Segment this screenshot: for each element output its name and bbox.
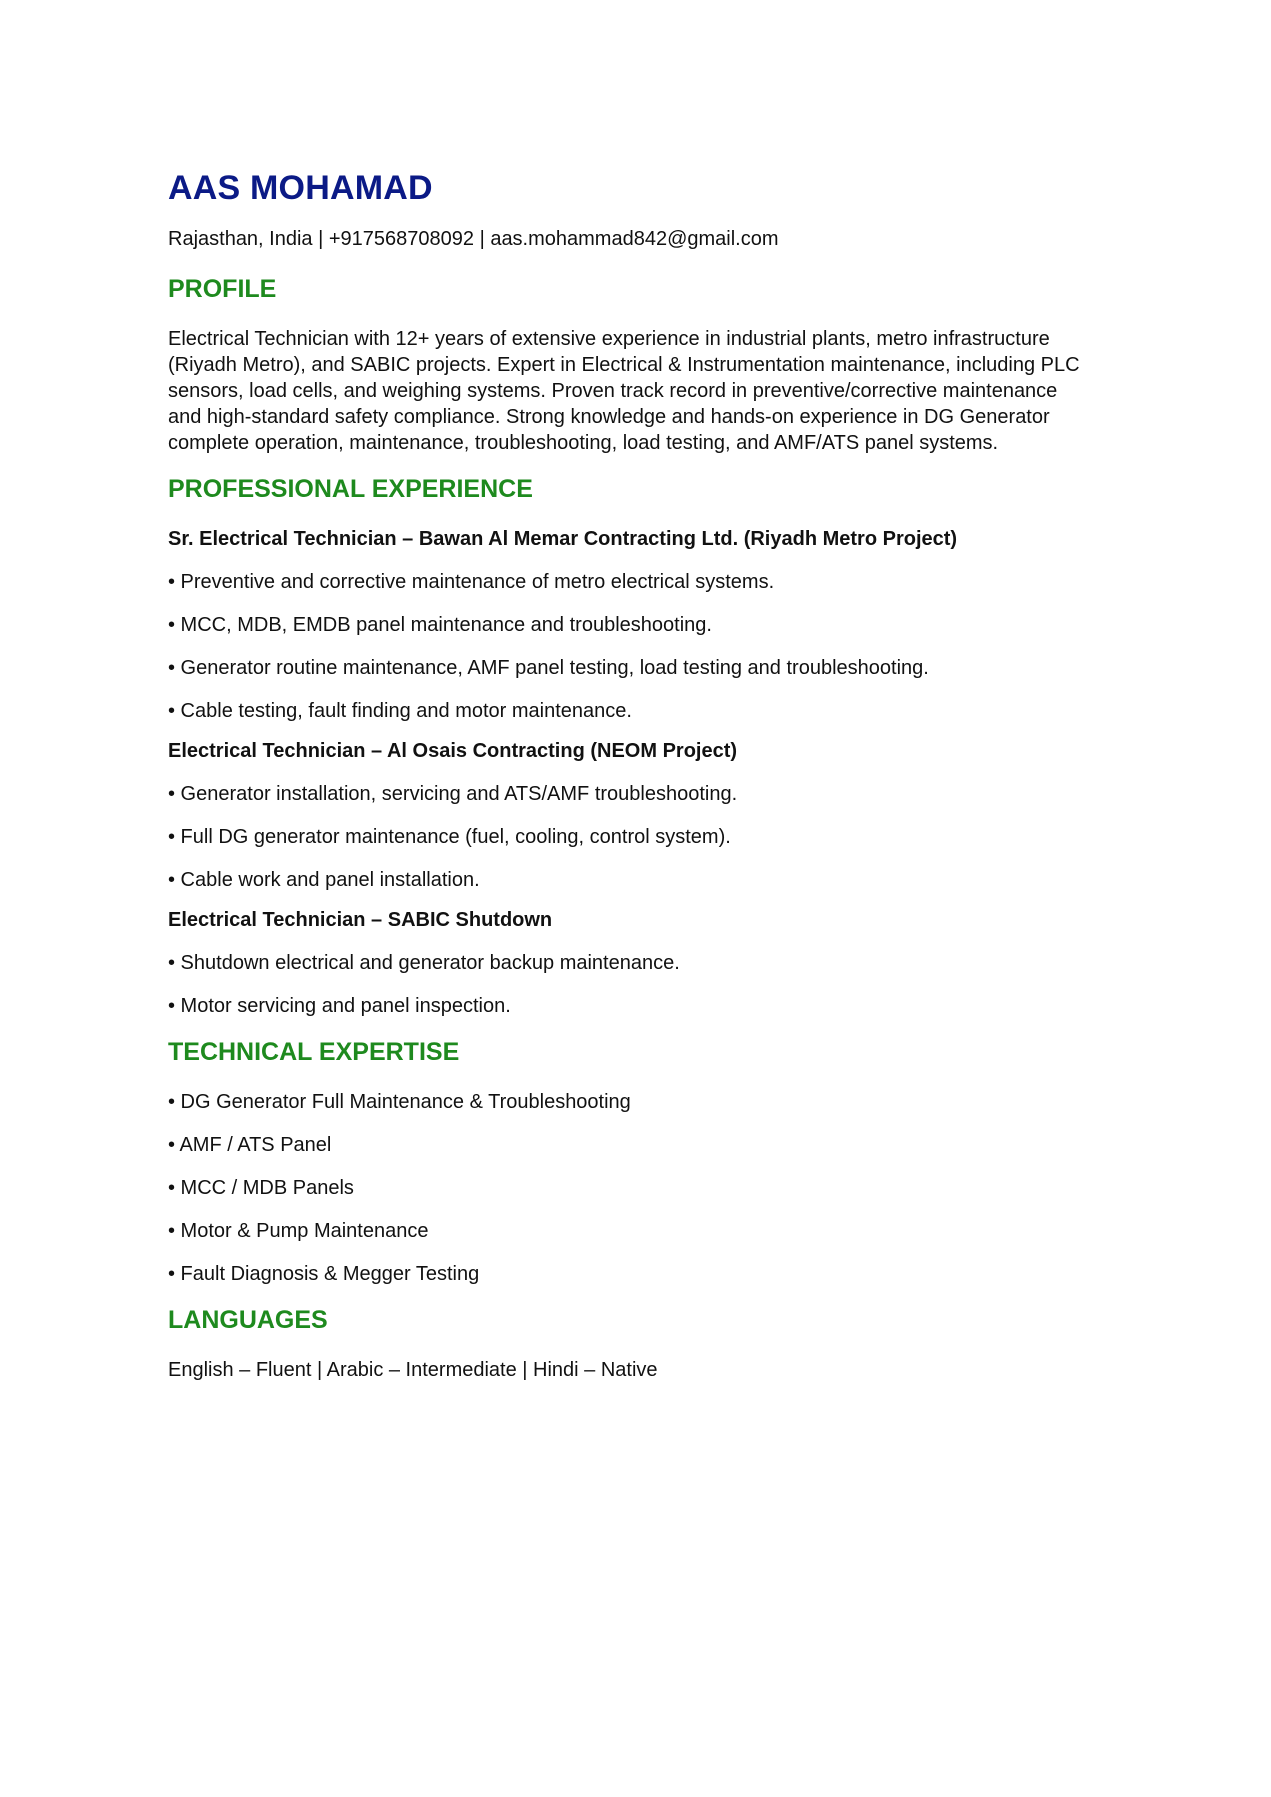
contact-line: Rajasthan, India | +917568708092 | aas.mohammad842@gmail.com (168, 228, 779, 250)
section-title-profile: PROFILE (168, 275, 277, 303)
expertise-item: • MCC / MDB Panels (168, 1177, 354, 1199)
section-title-technical-expertise: TECHNICAL EXPERTISE (168, 1038, 460, 1066)
languages-line: English – Fluent | Arabic – Intermediate | Hindi – Native (168, 1359, 658, 1381)
job-bullet: • Motor servicing and panel inspection. (168, 995, 511, 1017)
expertise-item: • Fault Diagnosis & Megger Testing (168, 1263, 480, 1285)
expertise-item: • DG Generator Full Maintenance & Troubleshooting (168, 1091, 631, 1113)
job-title: Electrical Technician – SABIC Shutdown (168, 909, 553, 931)
resume-page (168, 168, 1108, 1383)
job-bullet: • Preventive and corrective maintenance of metro electrical systems. (168, 571, 775, 593)
job-bullet: • Shutdown electrical and generator backup maintenance. (168, 952, 680, 974)
job-entry (168, 738, 1108, 893)
profile-summary: Electrical Technician with 12+ years of extensive experience in industrial plants, metro infrastructure (Riyadh Metro), and SABIC projects. Expert in Electrical & Instrumentation maintenance, including PLC sensors, load cells, and weighing systems. Proven track record in preventive/corrective maintenance and high-standard safety compliance. Strong knowledge and hands-on experience in DG Generator complete operation, maintenance, troubleshooting, load testing, and AMF/ATS panel systems. (168, 328, 1080, 454)
section-title-languages: LANGUAGES (168, 1306, 328, 1334)
section-title-experience: PROFESSIONAL EXPERIENCE (168, 475, 533, 503)
job-bullet: • Full DG generator maintenance (fuel, cooling, control system). (168, 826, 731, 848)
job-bullet: • Generator routine maintenance, AMF panel testing, load testing and troubleshooting. (168, 657, 929, 679)
job-entry (168, 526, 1108, 724)
expertise-item: • AMF / ATS Panel (168, 1134, 332, 1156)
job-entry (168, 907, 1108, 1019)
job-title: Electrical Technician – Al Osais Contracting (NEOM Project) (168, 740, 738, 762)
job-title: Sr. Electrical Technician – Bawan Al Memar Contracting Ltd. (Riyadh Metro Project) (168, 528, 958, 550)
expertise-list (168, 1089, 1108, 1287)
job-bullet: • Generator installation, servicing and ATS/AMF troubleshooting. (168, 783, 738, 805)
job-bullet: • Cable work and panel installation. (168, 869, 480, 891)
expertise-item: • Motor & Pump Maintenance (168, 1220, 429, 1242)
candidate-name: AAS MOHAMAD (168, 169, 433, 207)
job-bullet: • Cable testing, fault finding and motor maintenance. (168, 700, 632, 722)
job-bullet: • MCC, MDB, EMDB panel maintenance and troubleshooting. (168, 614, 712, 636)
